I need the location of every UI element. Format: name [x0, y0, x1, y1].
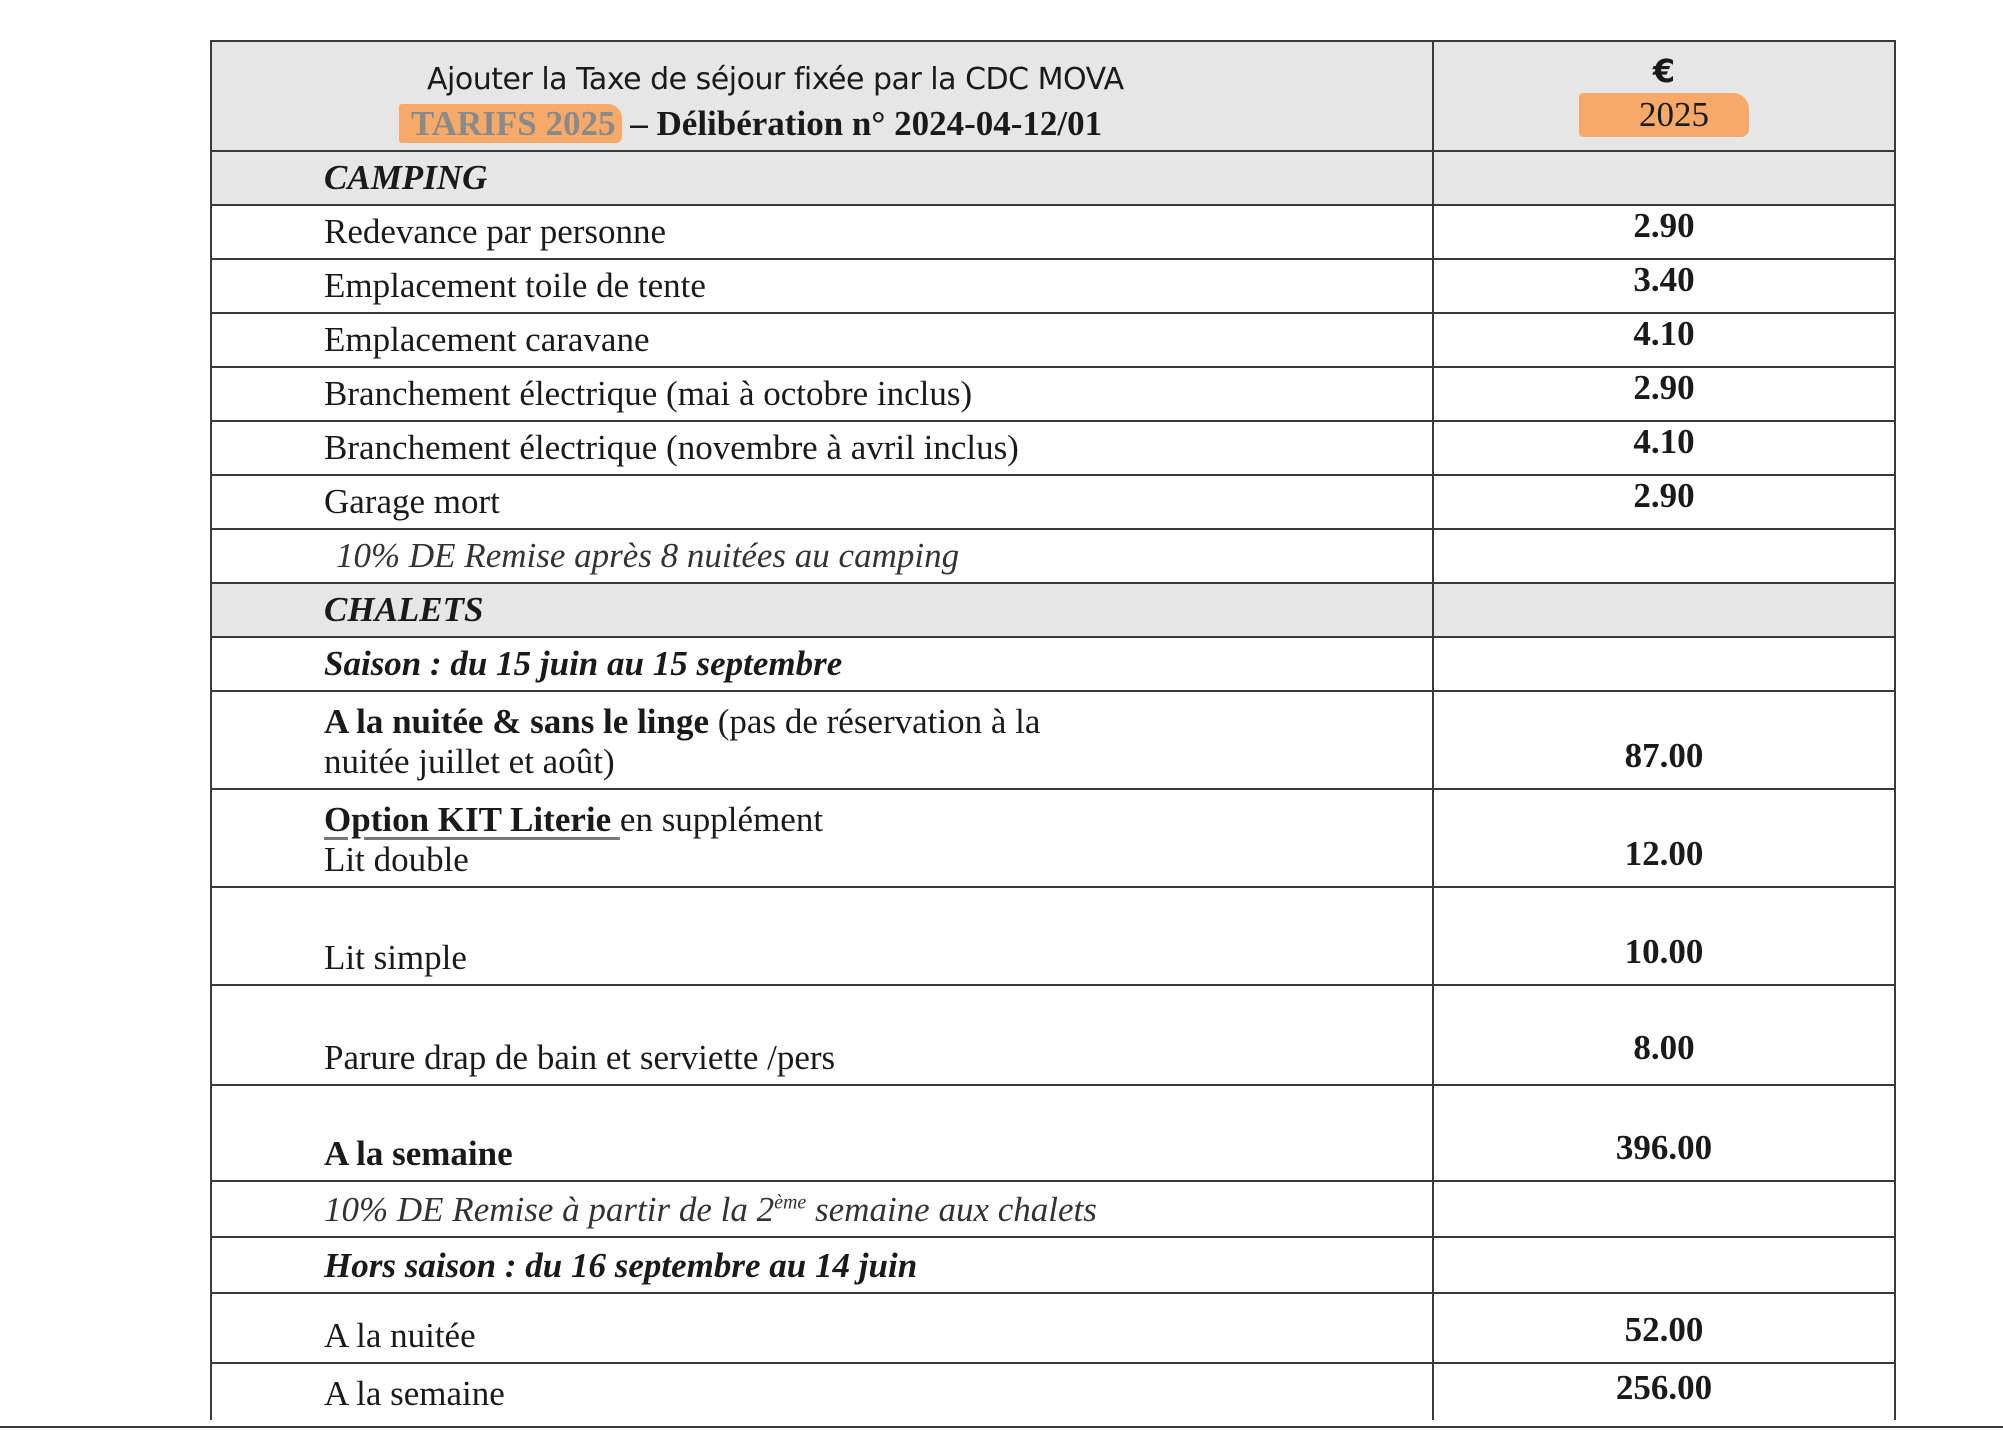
camping-discount: 10% DE Remise après 8 nuitées au camping [212, 530, 1434, 582]
year-highlight: 2025 [1579, 93, 1749, 137]
row-price: 12.00 [1624, 834, 1704, 873]
table-row [212, 986, 1894, 1086]
row-price: 2.90 [1633, 476, 1695, 515]
row-price: 256.00 [1615, 1368, 1713, 1407]
table-row [212, 1294, 1894, 1364]
row-label: Garage mort [212, 476, 1434, 528]
table-row [212, 422, 1894, 476]
camping-discount-row [212, 530, 1894, 584]
section-title: CAMPING [212, 152, 1434, 204]
season-row [212, 638, 1894, 692]
row-label: Lit simple [212, 888, 1434, 984]
row-price: 396.00 [1615, 1128, 1713, 1167]
section-chalets [212, 584, 1894, 638]
tariff-table [210, 40, 1896, 1420]
season-label: Saison : du 15 juin au 15 septembre [212, 638, 1434, 690]
tarifs-highlight: TARIFS 2025 [399, 104, 622, 143]
row-label: Parure drap de bain et serviette /pers [212, 986, 1434, 1084]
off-season-row [212, 1238, 1894, 1294]
row-label: A la nuitée [212, 1294, 1434, 1362]
table-row [212, 1364, 1894, 1420]
deliberation-title: TARIFS 2025 – Délibération n° 2024-04-12/01 [399, 102, 1102, 146]
row-price: 3.40 [1633, 260, 1695, 299]
row-price: 87.00 [1624, 736, 1704, 775]
page-bottom-rule [0, 1426, 2003, 1428]
row-price: 10.00 [1624, 932, 1704, 971]
row-label: A la nuitée & sans le linge (pas de réservation à la nuitée juillet et août) [212, 692, 1434, 788]
table-row [212, 692, 1894, 790]
row-label: A la semaine [212, 1086, 1434, 1180]
section-camping [212, 152, 1894, 206]
table-row [212, 206, 1894, 260]
row-label: Branchement électrique (mai à octobre inclus) [212, 368, 1434, 420]
row-price: 2.90 [1633, 206, 1695, 245]
row-price: 4.10 [1633, 422, 1695, 461]
header-price-cell [1434, 42, 1894, 150]
row-label: Branchement électrique (novembre à avril inclus) [212, 422, 1434, 474]
row-price: 4.10 [1633, 314, 1695, 353]
table-header [212, 42, 1894, 152]
kit-title: Option KIT Literie [324, 800, 620, 839]
table-row [212, 790, 1894, 888]
row-price: 52.00 [1624, 1310, 1704, 1349]
table-row [212, 368, 1894, 422]
chalet-discount-row [212, 1182, 1894, 1238]
table-row [212, 260, 1894, 314]
row-label: A la semaine [212, 1364, 1434, 1420]
section-title: CHALETS [212, 584, 1434, 636]
off-season-label: Hors saison : du 16 septembre au 14 juin [212, 1238, 1434, 1292]
table-row [212, 1086, 1894, 1182]
table-row [212, 314, 1894, 368]
table-row [212, 888, 1894, 986]
row-price: 8.00 [1633, 1028, 1695, 1067]
row-label: Option KIT Literie en supplément Lit double [212, 790, 1434, 886]
tax-note: Ajouter la Taxe de séjour fixée par la CDC MOVA [427, 62, 1124, 97]
header-label-cell [212, 42, 1434, 150]
row-label: Emplacement caravane [212, 314, 1434, 366]
row-label: Emplacement toile de tente [212, 260, 1434, 312]
row-price: 2.90 [1633, 368, 1695, 407]
currency-symbol: € [1652, 52, 1676, 90]
row-label: Redevance par personne [212, 206, 1434, 258]
table-row [212, 476, 1894, 530]
chalet-discount: 10% DE Remise à partir de la 2ème semaine aux chalets [212, 1182, 1434, 1236]
